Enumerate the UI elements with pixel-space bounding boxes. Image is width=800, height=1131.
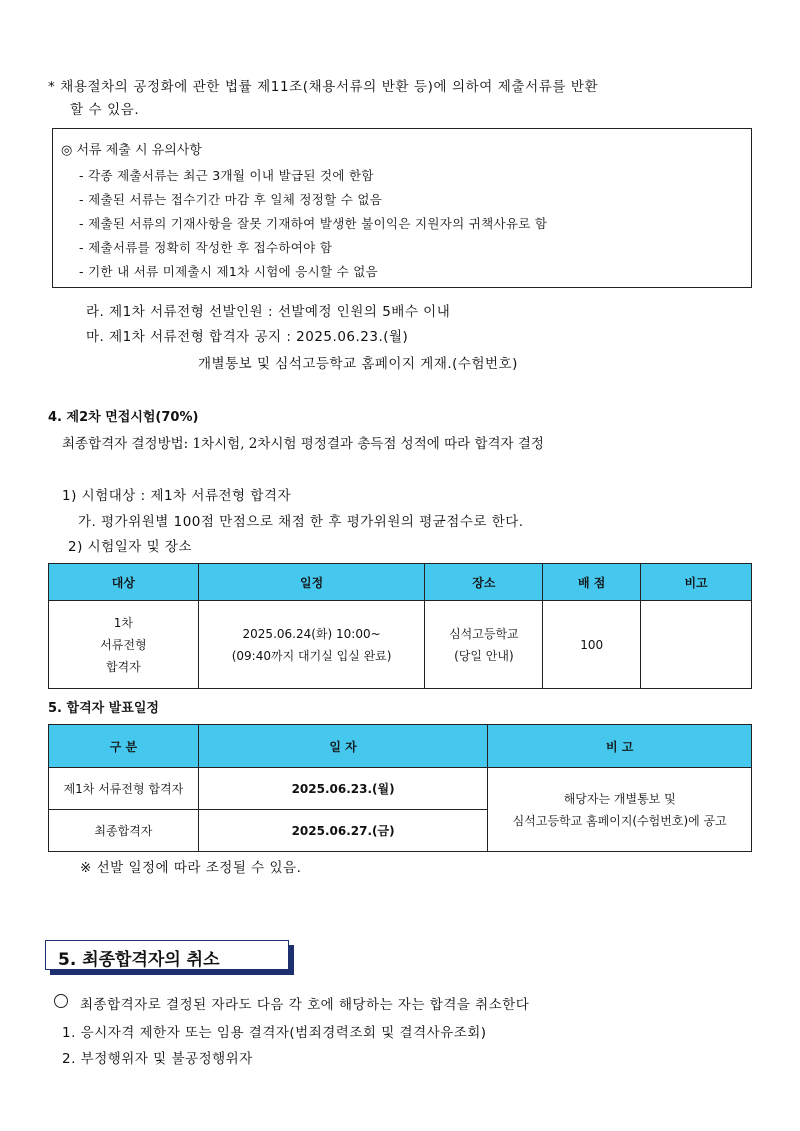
notice-item: - 제출된 서류의 기재사항을 잘못 기재하여 발생한 불이익은 지원자의 귀책사유로 함 — [79, 216, 548, 231]
table-row-label: 제1차 서류전형 합격자 — [49, 768, 199, 810]
notice-item: - 각종 제출서류는 최근 3개월 이내 발급된 것에 한함 — [79, 168, 374, 183]
submission-notice-box — [52, 128, 752, 288]
notice-item: - 제출된 서류는 접수기간 마감 후 일체 정정할 수 없음 — [79, 192, 383, 207]
section4-heading: 4. 제2차 면접시험(70%) — [48, 410, 199, 425]
interview-schedule-table — [48, 563, 752, 689]
header-target: 대상 — [49, 564, 199, 601]
announcement-schedule-table — [48, 724, 752, 852]
cancel-item: 1. 응시자격 제한자 또는 임용 결격자(범죄경력조회 및 결격사유조회) — [62, 1025, 487, 1041]
header-category: 구 분 — [49, 725, 199, 768]
header-score: 배 점 — [543, 564, 641, 601]
schedule-cell: 2025.06.24(화) 10:00~ (09:40까지 대기실 입실 완료) — [198, 601, 425, 689]
exam-date-place-heading: 2) 시험일자 및 장소 — [68, 539, 193, 555]
place-cell: 심석고등학교 (당일 안내) — [425, 601, 543, 689]
remark-cell — [641, 601, 752, 689]
cancel-section-title: 5. 최종합격자의 취소 — [58, 950, 220, 970]
score-cell: 100 — [543, 601, 641, 689]
scoring-rule: 가. 평가위원별 100점 만점으로 채점 한 후 평가위원의 평균점수로 한다. — [78, 514, 524, 530]
table-row-date: 2025.06.23.(월) — [198, 768, 488, 810]
schedule-adjust-note: ※ 선발 일정에 따라 조정될 수 있음. — [80, 860, 302, 876]
circle-bullet-icon — [54, 994, 68, 1008]
cancel-section-title-box — [45, 940, 289, 970]
table-row-date: 2025.06.27.(금) — [198, 810, 488, 852]
section5-heading: 5. 합격자 발표일정 — [48, 701, 159, 716]
notice-title: ◎ 서류 제출 시 유의사항 — [61, 143, 202, 158]
announcement-remark-cell: 해당자는 개별통보 및 심석고등학교 홈페이지(수험번호)에 공고 — [488, 768, 752, 852]
return-documents-note: * 채용절차의 공정화에 관한 법률 제11조(채용서류의 반환 등)에 의하여 제출서류를 반환 — [48, 79, 599, 95]
stage1-announcement: 마. 제1차 서류전형 합격자 공지 : 2025.06.23.(월) — [86, 329, 409, 345]
header-note: 비 고 — [488, 725, 752, 768]
table-row-label: 최종합격자 — [49, 810, 199, 852]
cancel-item: 2. 부정행위자 및 불공정행위자 — [62, 1051, 253, 1067]
header-place: 장소 — [425, 564, 543, 601]
target-cell: 1차 서류전형 합격자 — [49, 601, 199, 689]
header-remark: 비고 — [641, 564, 752, 601]
header-schedule: 일정 — [198, 564, 425, 601]
notice-item: - 기한 내 서류 미제출시 제1차 시험에 응시할 수 없음 — [79, 264, 379, 279]
stage1-announcement-method: 개별통보 및 심석고등학교 홈페이지 게재.(수험번호) — [198, 356, 518, 372]
notice-item: - 제출서류를 정확히 작성한 후 접수하여야 함 — [79, 240, 333, 255]
cancel-lead: 최종합격자로 결정된 자라도 다음 각 호에 해당하는 자는 합격을 취소한다 — [80, 997, 530, 1013]
exam-target: 1) 시험대상 : 제1차 서류전형 합격자 — [62, 488, 291, 504]
return-documents-note-cont: 할 수 있음. — [70, 102, 140, 118]
final-decision-method: 최종합격자 결정방법: 1차시험, 2차시험 평정결과 총득점 성적에 따라 합격자 결정 — [62, 436, 544, 452]
header-date: 일 자 — [198, 725, 488, 768]
stage1-selection-count: 라. 제1차 서류전형 선발인원 : 선발예정 인원의 5배수 이내 — [86, 304, 451, 320]
